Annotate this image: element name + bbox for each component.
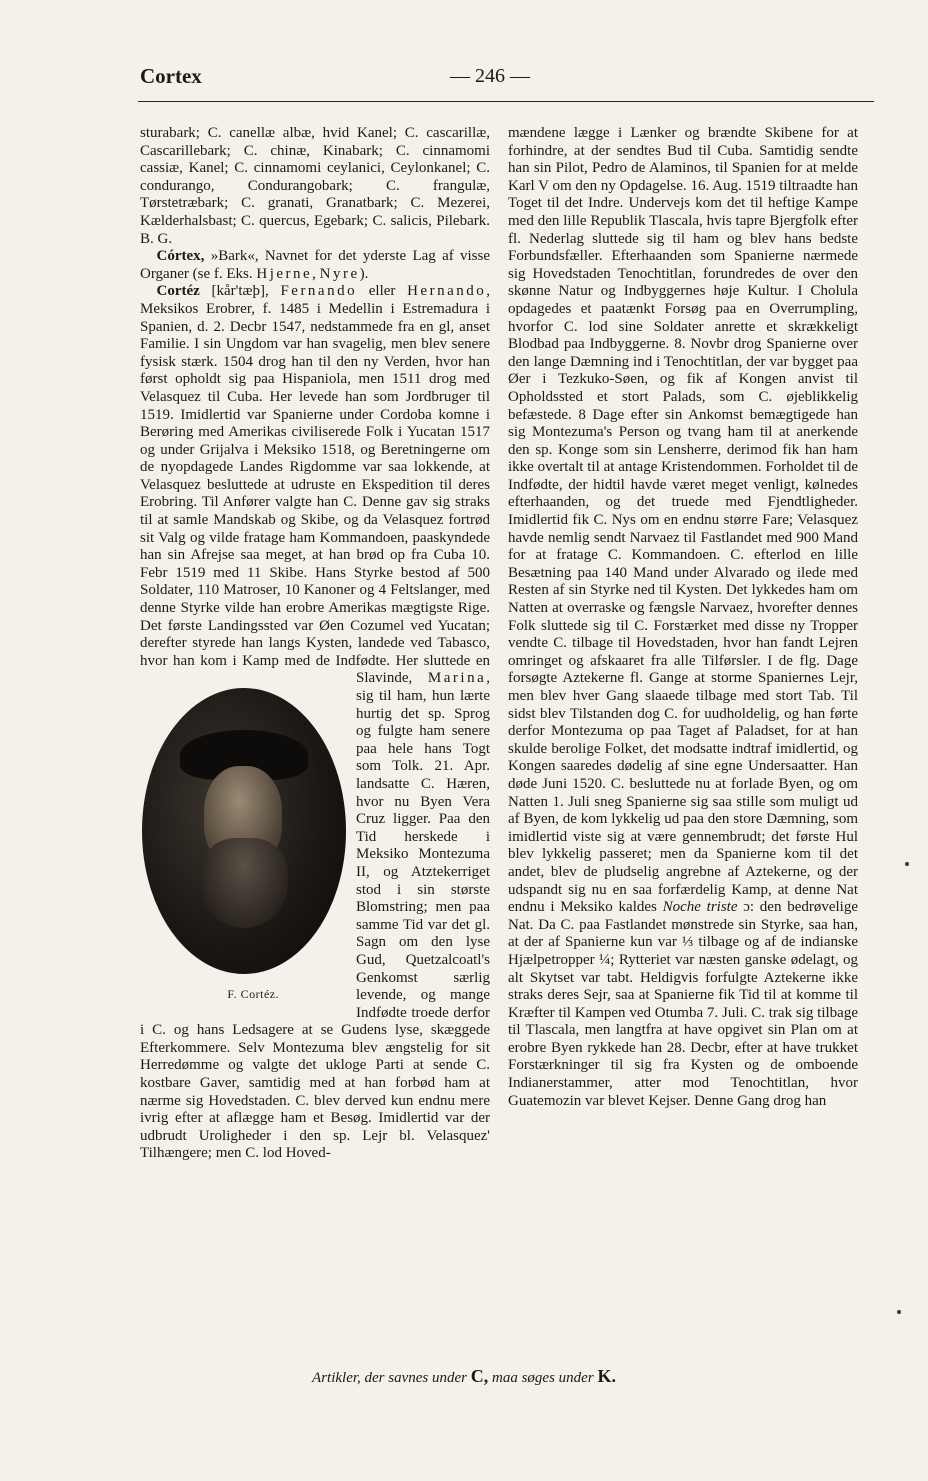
- portrait-beard: [200, 838, 288, 928]
- name-marina: Marina: [427, 670, 487, 687]
- xref-hjerne[interactable]: Hjerne: [256, 265, 313, 282]
- cortez-portrait: [140, 674, 350, 1009]
- left-column: [140, 125, 490, 1163]
- cortez-continuation: mændene lægge i Lænker og brændte Skibene for at forhindre, at der sendtes Bud til Cuba. Samtidig sendte han sin Pilot, Pedro de Alaminos, til Spanien for at melde Karl V om den ny Opdagelse. 16. Aug. 1519 tiltraadte han Toget til det Indre. Undervejs kom det til heftige Kampe med den lille Republik Tlascala, hvis tapre Bjergfolk efter fl. Nederlag sluttede sig til ham og blev hans bedste Forbundsfæller. Efterhaanden som Spanierne nærmede sig Hovedstaden Tenochtitlan, forundredes de over den skønne Natur og Indbyggernes høje Kultur. I Cholula opdagedes et paatænkt Forsøg paa en Overrumpling, hvorfor C. lod sine Soldater anrette et skrækkeligt Blodbad paa Indbyggerne. 8. Novbr drog Spanierne over den lange Dæmning ind i Tenochtitlan, der var bygget paa Øer i Tezkuko-Søen, og fik af Kongen anvist til Opholdssted et stort Palads, som C. øjeblikkelig befæstede. 8 Dage efter sin Ankomst bemægtigede han sig Montezuma's Person og tvang ham til at anerkende den sp. Konge som sin Lensherre, derimod fik han ham ikke overtalt til at antage Kristendommen. Forholdet til de Indfødte, der hidtil havde været meget venligt, kølnedes efterhaanden, og det truede med Fjendtligheder. Imidlertid fik C. Nys om en endnu større Fare; Velasquez havde nemlig sendt Narvaez til Fastlandet med 900 Mand for at fratage C. Kommandoen. C. efterlod en lille Besætning paa 140 Mand under Alvarado og ilede med Resten af sin Styrke ned til Kysten. Det lykkedes ham om Natten at overraske og fængsle Narvaez, hvorefter dennes Folk sluttede sig til C. Forstærket med disse ny Tropper vendte C. tilbage til Hovedstaden, hvor han fandt Lejren omringet og afskaaret fra alle Tilførsler. I de flg. Dage forsøgte Aztekerne fl. Gange at storme Spaniernes Lejr, men blev hver Gang slaaede tilbage med stort Tab. Til sidst blev Tilstanden dog C. for uudholdelig, og han førte derfor Montezuma op paa Taget af Paladset, for at han skulde berolige Folket, det modsatte indtraf imidlertid, og Kongen saaredes dødelig af sine egne Undersaatter. Han døde Juni 1520. C. besluttede nu at forlade Byen, og om Natten 1. Juli sneg Spanierne sig saa stille som muligt ud af Byen, de kom lykkelig ud paa den store Dæmning, som imidlertid viste sig at være gennembrudt; det første Hul blev lykkelig passeret; men da Spanierne kom til det andet, blev de pludselig angrebne af Aztekerne, og der udspandt sig nu en saa forfærdelig Kamp, at denne Nat endnu i Meksiko kaldes Noche triste ɔ: den bedrøvelige Nat. Da C. paa Fastlandet mønstrede sin Styrke, saa han, at der af Spanierne kun var ⅓ tilbage og af de indianske Hjælpetropper ¼; Rytteriet var næsten ganske ødelagt, og alt Skytset var tabt. Heldigvis forfulgte Aztekerne ikke straks deres Sejr, saa at Spanierne fik Tid til at komme til Kræfter til Kampen ved Otumba 7. Juli. C. trak sig tilbage til Tlascala, men langtfra at have opgivet sin Plan om at erobre Byen rykkede han 28. Decbr, efter at have trukket Forstærkninger til sig fra Kysten og de omboende Indianerstammer, atter mod Tenochtitlan, hvor Guatemozin var blevet Kejser. Denne Gang drog han: [508, 125, 858, 1109]
- margin-mark: [905, 862, 909, 866]
- entry-headword-cortez: Cortéz: [156, 283, 200, 300]
- entry-cortex: Córtex, »Bark«, Navnet for det yderste Lag af visse Organer (se f. Eks. Hjerne, Nyre).: [140, 248, 490, 282]
- right-column: [508, 125, 858, 1110]
- cortex-bark-continuation: sturabark; C. canellæ albæ, hvid Kanel; C. cascarillæ, Cascarillebark; C. chinæ, Kinabark; C. cinnamomi cassiæ, Kanel; C. cinnamomi ceylanici, Ceylonkanel; C. condurango, Condurangobark; C. frangulæ, Tørstetræbark; C. granati, Granatbark; C. Mezerei, Kælderhalsbast; C. quercus, Egebark; C. salicis, Pilebark. B. G.: [140, 125, 490, 247]
- footer-letter-k: K.: [597, 1366, 616, 1386]
- portrait-oval: [142, 688, 346, 974]
- xref-nyre[interactable]: Nyre: [319, 265, 360, 282]
- page-number: — 246 —: [450, 65, 530, 87]
- name-hernando: Hernando: [407, 283, 487, 300]
- noche-triste: Noche triste: [662, 899, 738, 916]
- margin-mark-2: [897, 1310, 901, 1314]
- running-head-title: Cortex: [140, 64, 202, 88]
- header-rule: [138, 101, 874, 102]
- page-header: [140, 64, 872, 94]
- portrait-caption: F. Cortéz.: [227, 987, 280, 1002]
- entry-headword-cortex: Córtex,: [156, 248, 205, 265]
- page-footer-note: Artikler, der savnes under C, maa søges under K.: [312, 1366, 616, 1386]
- entry-cortez: Cortéz [kår'tæþ], Fernando eller Hernando, Meksikos Erobrer, f. 1485 i Medellin i Estremadura i Spanien, d. 2. Decbr 1547, nedstammede fra en gl, anset Familie. I sin Ungdom var han svagelig, men blev senere fysisk stærk. 1504 drog han til den ny Verden, hvor han først opholdt sig paa Hispaniola, men 1511 drog med Velasquez til Cuba. Her levede han som Jordbruger til 1519. Imidlertid var Spanierne under Cordoba komne i Berøring med Amerikas civiliserede Folk i Yucatan 1517 og under Grijalva i Meksiko 1518, og Beretningerne om de nyopdagede Landes Rigdomme var saa lokkende, at Velasquez besluttede at udruste en Ekspedition til deres Erobring. Til Anfører valgte han C. Denne gav sig straks til at samle Mandskab og Skibe, og da Velasquez fortrød sit Valg og vilde fratage ham Kommandoen, paaskyndede han sin Afrejse saa meget, at han brød op fra Cuba 10. Febr 1519 med 11 Skibe. Hans Styrke bestod af 500 Soldater, 110 Matroser, 10 Kanoner og 4 Feltslanger, med denne Styrke vilde han erobre Amerikas mægtigste Rige. Det første Landingssted var Øen Cozumel ved Yucatan; derefter styrede han langs Kysten, landede ved Tabasco, hvor han kom i Kamp med de Indfødte. Her sluttede en Slavinde, F. Cortéz. Marina, sig til ham, hun lærte hurtig det sp. Sprog og fulgte ham senere paa hele hans Togt som Tolk. 21. Apr. landsatte C. Hæren, hvor nu Byen Vera Cruz ligger. Paa den Tid herskede i Meksiko Montezuma II, og Atztekerriget stod i sin største Blomstring; men paa samme Tid var det gl. Sagn om den lyse Gud, Quetzalcoatl's Genkomst særlig levende, og mange Indfødte troede derfor i C. og hans Ledsagere at se Gudens lyse, skæggede Efterkommere. Selv Montezuma blev ængstelig for sit Herredømme og valgte det ukloge Parti at sende C. kostbare Gaver, samtidig med at han forbød ham at nærme sig Hovedstaden. C. blev derved kun endnu mere ivrig efter at aflægge ham et Besøg. Imidlertid var der udbrudt Uroligheder i den sp. Lejr bl. Velasquez' Tilhængere; men C. lod Hoved-: [140, 283, 490, 1162]
- footer-letter-c: C,: [470, 1366, 489, 1386]
- name-fernando: Fernando: [280, 283, 358, 300]
